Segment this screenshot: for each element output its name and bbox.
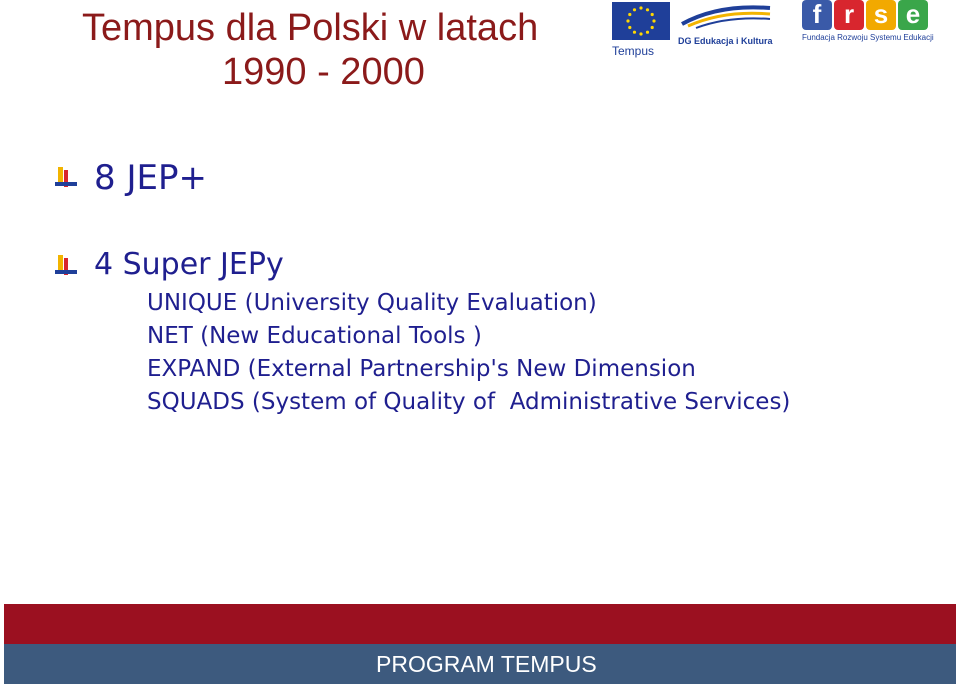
- list-item: SQUADS (System of Quality of Administrative Services): [147, 389, 791, 415]
- eu-flag-icon: [612, 2, 670, 40]
- slide-title: [82, 6, 538, 94]
- logo-bar: [600, 0, 960, 70]
- list-item: UNIQUE (University Quality Evaluation): [147, 290, 597, 316]
- frse-letter-e: e: [898, 0, 928, 30]
- frse-letter-r: r: [834, 0, 864, 30]
- dg-education-culture-logo: [678, 2, 774, 46]
- list-item: EXPAND (External Partnership's New Dimension: [147, 356, 696, 382]
- swoosh-icon: [678, 2, 774, 30]
- footer-label: PROGRAM TEMPUS: [376, 651, 597, 677]
- bullet-icon: [55, 167, 77, 189]
- bullet-icon: [55, 255, 77, 277]
- footer-blue-band: [4, 644, 956, 684]
- slide-title-line-2: 1990 - 2000: [222, 51, 425, 93]
- frse-logo: [802, 0, 934, 42]
- list-item-super-jepy: 4 Super JEPy: [94, 247, 284, 282]
- tempus-logo-text: Tempus: [612, 44, 655, 58]
- frse-letter-s: s: [866, 0, 896, 30]
- dg-logo-text: DG Edukacja i Kultura: [678, 36, 773, 46]
- frse-letters: [802, 0, 934, 30]
- list-item: NET (New Educational Tools ): [147, 323, 482, 349]
- frse-logo-text: Fundacja Rozwoju Systemu Edukacji: [802, 33, 934, 42]
- footer-red-band: [4, 604, 956, 644]
- super-jepy-list: [147, 287, 790, 419]
- slide-title-line-1: Tempus dla Polski w latach: [82, 7, 539, 49]
- list-item-8-jep: 8 JEP+: [94, 158, 207, 198]
- frse-letter-f: f: [802, 0, 832, 30]
- tempus-logo: [612, 2, 674, 58]
